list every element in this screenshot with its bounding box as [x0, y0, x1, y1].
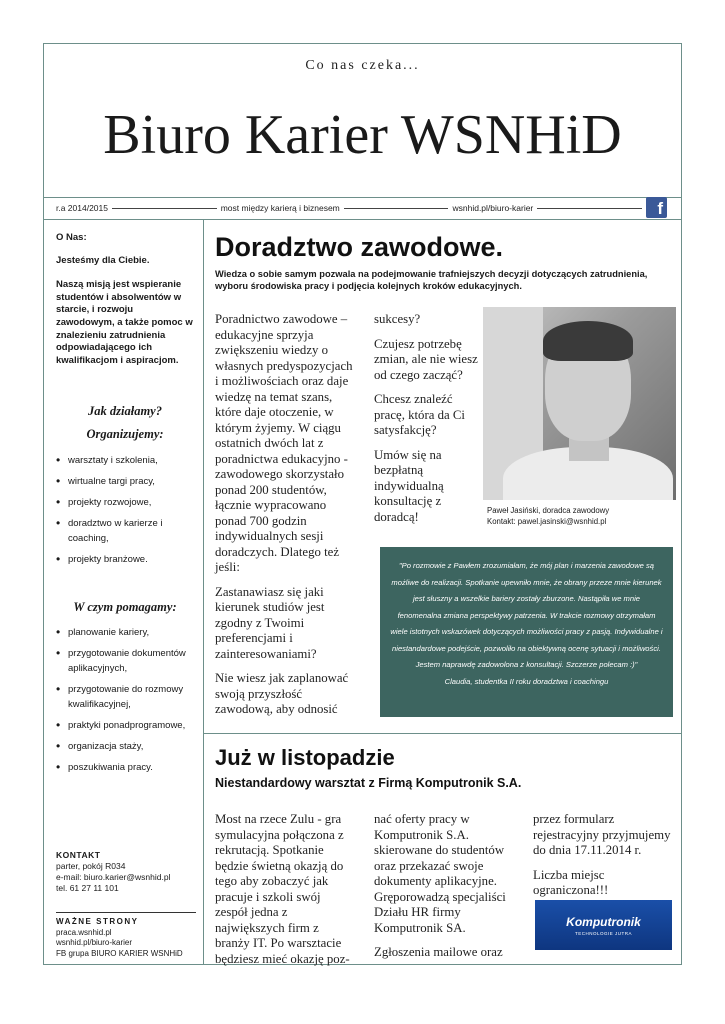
list-item: • przygotowanie do rozmowy kwalifikacyjnej, [56, 682, 194, 712]
article-title: Doradztwo zawodowe. [215, 232, 504, 262]
list-item: • planowanie kariery, [56, 625, 194, 640]
link-item[interactable]: praca.wsnhid.pl [56, 927, 112, 937]
about-heading: O Nas: [56, 232, 87, 243]
info-bar [56, 201, 646, 215]
komputronik-logo [535, 900, 672, 950]
article2-column-3 [533, 812, 673, 908]
link-item[interactable]: wsnhid.pl/biuro-karier [56, 938, 133, 948]
paragraph: Nie wiesz jak zaplanować swoją przyszłość zawodową, aby odnosić [215, 671, 349, 716]
contact-phone: tel. 61 27 11 101 [56, 883, 119, 893]
logo-tagline: TECHNOLOGIE JUTRA [574, 931, 632, 936]
list-item: • organizacja staży, [56, 739, 194, 754]
list-item: • projekty branżowe. [56, 552, 194, 567]
paragraph: przez formularz rejestracyjny przyjmujemy do dnia 17.11.2014 r. [533, 812, 671, 857]
caption-contact: Kontakt: pawel.jasinski@wsnhid.pl [487, 516, 607, 526]
list-item: • poszukiwania pracy. [56, 760, 194, 775]
list-item: • projekty rozwojowe, [56, 495, 194, 510]
logo-name: Komputronik [566, 915, 641, 929]
paragraph: Umów się na bezpłatną indywidualną konsultację z doradcą! [374, 447, 444, 524]
organize-heading: Organizujemy: [86, 426, 164, 441]
advisor-photo [483, 307, 676, 500]
about-line: Jesteśmy dla Ciebie. [56, 254, 150, 266]
divider [43, 219, 682, 220]
help-list [56, 625, 194, 775]
academic-year: r.a 2014/2015 [56, 203, 108, 213]
paragraph: Zastanawiasz się jaki kierunek studiów jest zgodny z Twoimi preferencjami i zainteresowaniami? [215, 584, 325, 661]
divider [43, 197, 682, 198]
list-item: • doradztwo w karierze i coaching, [56, 516, 194, 546]
list-item: • przygotowanie dokumentów aplikacyjnych, [56, 646, 194, 676]
list-item: • wirtualne targi pracy, [56, 474, 194, 489]
testimonial-box [380, 547, 673, 717]
divider [56, 912, 196, 913]
link-item[interactable]: FB grupa BIURO KARIER WSNHiD [56, 948, 183, 958]
links-block [56, 912, 201, 959]
testimonial-author: Claudia, studentka II roku doradztwa i coachingu [444, 676, 609, 686]
contact-heading: KONTAKT [56, 850, 101, 860]
divider [344, 208, 449, 209]
sidebar [56, 232, 194, 781]
how-heading: Jak działamy? [88, 404, 162, 419]
paragraph: Chcesz znaleźć pracę, która da Ci satysfakcję? [374, 392, 465, 437]
motto: most między karierą i biznesem [220, 203, 340, 213]
article2-title: Już w listopadzie [215, 745, 395, 770]
list-item: • praktyki ponadprogramowe, [56, 718, 194, 733]
paragraph: sukcesy? [374, 312, 421, 326]
article-lead: Wiedza o sobie samym pozwala na podejmowanie trafniejszych decyzji dotyczących zatrudnienia, wyboru środowiska pracy i podjęcia kolejnych kroków edukacyjnych. [215, 269, 648, 292]
contact-email[interactable]: e-mail: biuro.karier@wsnhid.pl [56, 872, 171, 882]
mission-text: Naszą misją jest wspieranie studentów i absolwentów w starcie, i rozwoju zawodowym, a także pomoc w znalezieniu zatrudnienia odpowiadającego ich kwalifikacjom i aspiracjom. [56, 279, 193, 366]
article-column-2 [374, 312, 479, 534]
paragraph: Liczba miejsc ograniczona!!! [533, 867, 609, 897]
article-column-1 [215, 312, 355, 727]
contact-block [56, 850, 196, 894]
caption-name: Paweł Jasiński, doradca zawodowy [487, 506, 610, 515]
paragraph: Poradnictwo zawodowe – edukacyjne sprzyja zwiększeniu wiedzy o własnych predyspozycjach i możliwościach oraz daje wiedzę na temat szans, które daje otoczenie, w którym żyjemy. W ciągu ostatnich dwóch lat z poradnictwa edukacyjno - zawodowego skorzystało ponad 200 studentów, łącznie wypracowano ponad 700 godzin indywidualnych sesji doradczych. Dlatego też jeśli: [215, 312, 353, 574]
help-heading: W czym pomagamy: [73, 599, 177, 614]
organize-list [56, 453, 194, 567]
paragraph: nać oferty pracy w Komputronik S.A. skierowane do studentów oraz przekazać swoje dokumenty aplikacyjne. Gręporowadzą specjaliści Działu HR firmy Komputronik SA. [374, 812, 506, 935]
testimonial-text: "Po rozmowie z Pawłem zrozumiałam, że mój plan i marzenia zawodowe są możliwe do realizacji. Spotkanie upewniło mnie, że obrany przeze mnie kierunek jest słuszny a wszelkie bariery zostały zburzone. Nastąpiła we mnie fenomenalna zmiana perspektywy patrzenia. W trakcie rozmowy otrzymałam wiele istotnych wskazówek dotyczących możliwości pracy z pasją. Indywidualne i niestandardowe podejście, pozwoliło na obiektywną ocenę sytuacji i możliwości. Jestem naprawdę zadowolona z konsultacji. Szczerze polecam :)" [390, 561, 663, 669]
links-heading: WAŻNE STRONY [56, 917, 139, 926]
list-item: • warsztaty i szkolenia, [56, 453, 194, 468]
tagline: Co nas czeka... [305, 58, 420, 73]
paragraph: Czujesz potrzebę zmian, ale nie wiesz od czego zacząć? [374, 336, 478, 382]
contact-room: parter, pokój R034 [56, 861, 126, 871]
photo-caption [487, 506, 609, 527]
divider [537, 208, 642, 209]
article2-subtitle: Niestandardowy warsztat z Firmą Komputronik S.A. [215, 776, 522, 790]
column-divider [203, 219, 204, 965]
paragraph: Zgłoszenia mailowe oraz [374, 945, 503, 959]
paragraph: Most na rzece Zulu - gra symulacyjna połączona z rekrutacją. Spotkanie będzie świetną okazją do tego aby zobaczyć jak pracuje i szkoli swój zespół jedna z największych firm z branży IT. Po warsztacie będziesz mieć okazję poz- [215, 812, 350, 966]
divider [112, 208, 217, 209]
facebook-icon[interactable]: f [646, 197, 667, 218]
article2-column-1 [215, 812, 353, 976]
website-link[interactable]: wsnhid.pl/biuro-karier [452, 203, 534, 213]
page-title: Biuro Karier WSNHiD [103, 104, 622, 166]
section-divider [203, 733, 682, 734]
article2-column-2 [374, 812, 509, 970]
